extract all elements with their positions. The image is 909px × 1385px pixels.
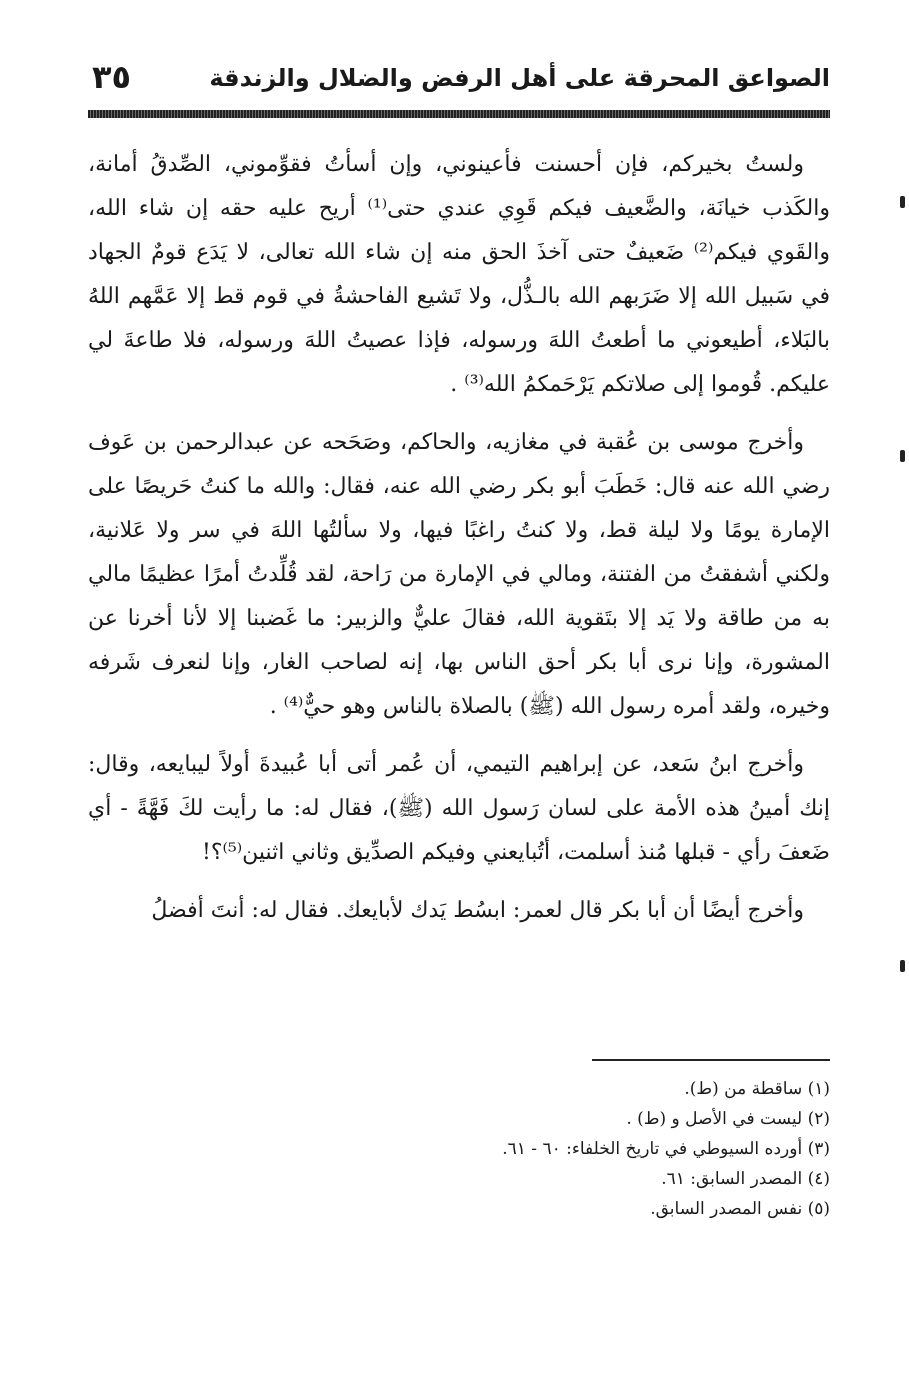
paragraph: وأخرج أيضًا أن أبا بكر قال لعمر: ابسُط يَدك لأبايعك. فقال له: أنتَ أفضلُ [151,898,804,923]
paragraph: ولستُ بخيركم، فإن أحسنت فأعينوني، وإن أسأتُ فقوِّموني، الصِّدقُ أمانة، والكَذب خيانَة، والضَّعيف فيكم قَوِي عندي حتى⁽¹⁾ أريح عليه حقه إن شاء الله، والقَوي فيكم⁽²⁾ ضَعيفٌ حتى آخذَ الحق منه إن شاء الله تعالى، لا يَدَع قومٌ الجهاد في سَبيل الله إلا ضَرَبهم الله بالـذُّل، ولا تَشيع الفاحشةُ في قوم قط إلا عَمَّهم اللهُ بالبَلاء، أطيعوني ما أطعتُ اللهَ ورسوله، فإذا عصيتُ اللهَ ورسوله، فلا طاعةَ لي عليكم. قُوموا إلى صلاتكم يَرْحَمكمُ الله⁽³⁾ . [88,152,831,397]
footnotes [300,1074,830,1224]
paragraph: وأخرج موسى بن عُقبة في مغازيه، والحاكم، وصَحَحه عن عبدالرحمن بن عَوف رضي الله عنه قال: خَطَبَ أبو بكر رضي الله عنه، فقال: والله ما كنتُ حَريصًا على الإمارة يومًا ولا ليلة قط، ولا كنتُ راغبًا فيها، ولا سألتُها اللهَ في سر ولا عَلانية، ولكني أشفقتُ من الفتنة، ومالي في الإمارة من رَاحة، لقد قُلِّدتُ أمرًا عظيمًا مالي به من طاقة ولا يَد إلا بتَقوية الله، فقالَ عليٌّ والزبير: ما غَضبنا إلا لأنا أخرنا عن المشورة، وإنا نرى أبا بكر أحق الناس بها، إنه لصاحب الغار، وإنا لنعرف شَرفه وخيره، ولقد أمره رسول الله (ﷺ) بالصلاة بالناس وهو حيٌّ⁽⁴⁾ . [88,430,830,719]
scan-margin-mark [900,960,905,972]
paragraph: وأخرج ابنُ سَعد، عن إبراهيم التيمي، أن عُمر أتى أبا عُبيدةَ أولاً ليبايعه، وقال: إنك أمينُ هذه الأمة على لسان رَسول الله (ﷺ)، فقال له: ما رأيت لكَ فَهَّةً - أي ضَعفَ رأي - قبلها مُنذ أسلمت، أتُبايعني وفيكم الصدِّيق وثاني اثنين⁽⁵⁾؟! [88,752,830,865]
footnote: (٢) ليست في الأصل و (ط) . [626,1109,830,1129]
footnote: (١) ساقطة من (ط). [684,1079,830,1099]
footnote: (٥) نفس المصدر السابق. [650,1199,830,1219]
footnote: (٣) أورده السيوطي في تاريخ الخلفاء: ٦٠ - ٦١. [502,1139,830,1159]
main-text [88,143,830,947]
header-rule [88,110,830,118]
footnote: (٤) المصدر السابق: ٦١. [661,1169,830,1189]
footnote-rule [592,1059,830,1061]
scan-margin-mark [900,196,905,208]
page-number: ٣٥ [92,58,132,96]
running-title: الصواعق المحرقة على أهل الرفض والضلال والزندقة [209,64,830,92]
page-header [88,58,830,108]
scan-margin-mark [900,450,905,462]
